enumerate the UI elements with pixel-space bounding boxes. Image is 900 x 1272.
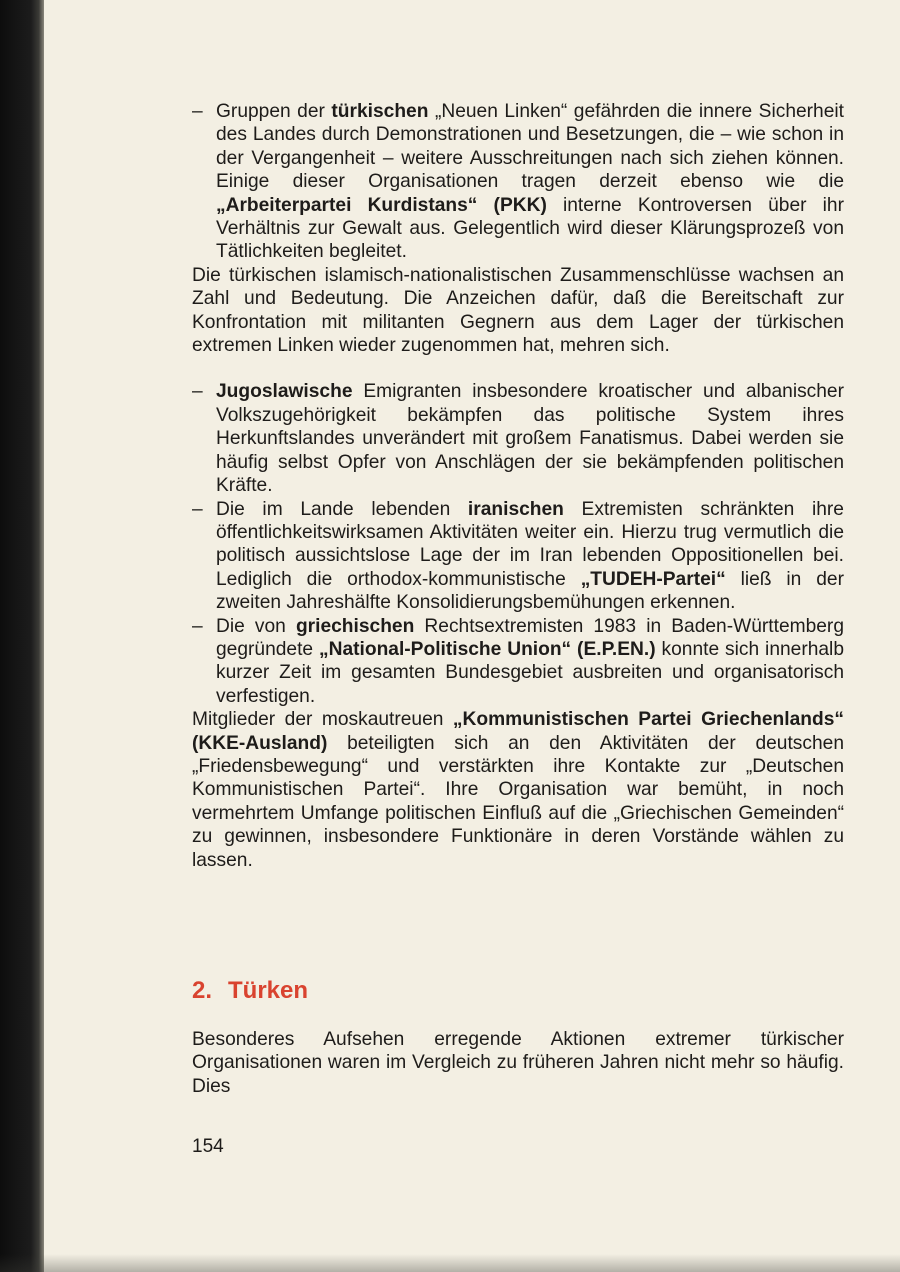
bullet-turkish-new-left: – Gruppen der türkischen „Neuen Linken“ gefährden die innere Sicherheit des Landes durch Demonstrationen und Besetzungen, die – wie schon in der Vergangenheit – weitere Ausschreitungen nach sich ziehen können. Einige dieser Organisationen tragen derzeit ebenso wie die „Arbeiterpartei Kurdistans“ (PKK) interne Kontroversen über ihr Verhältnis zur Gewalt aus. Gelegentlich wird dieser Klärungsprozeß von Tätlichkeiten begleitet. <box>192 101 844 263</box>
bullet-dash: – <box>192 101 203 122</box>
bullet-dash: – <box>192 381 203 403</box>
bullet-iranian: – Die im Lande lebenden iranischen Extremisten schränkten ihre öffentlichkeitswirksamen Aktivitäten weiter ein. Hierzu trug vermutlich die politisch aussichtslose Lage der im Iran lebenden Oppositionellen bei. Lediglich die orthodox-kommunistische „TUDEH-Partei“ ließ in der zweiten Jahreshälfte Konsolidierungsbemühungen erkennen. <box>192 498 844 614</box>
bullet-yugoslav: – Jugoslawische Emigranten insbesondere kroatischer und albanischer Volkszugehörigkeit bekämpfen das politische System ihres Herkunftslandes unverändert mit großem Fanatismus. Dabei werden sie häufig selbst Opfer von Anschlägen der sie bekämpfenden politischen Kräfte. <box>192 381 844 497</box>
bullet-dash: – <box>192 615 203 637</box>
page-number: 154 <box>192 1136 224 1157</box>
bullet-greek: – Die von griechischen Rechtsextremisten 1983 in Baden-Württemberg gegründete „National-Politische Union“ (E.P.EN.) konnte sich innerhalb kurzer Zeit im gesamten Bundesgebiet ausbreiten und organisatorisch verfestigen. <box>192 615 844 707</box>
page-bottom-edge <box>0 1254 900 1272</box>
section-heading <box>192 976 844 1006</box>
document-page <box>192 100 844 1098</box>
paragraph-turkish-actions: Besonderes Aufsehen erregende Aktionen extremer türkischer Organisationen waren im Vergleich zu früheren Jahren nicht mehr so häufig. Dies <box>192 1029 844 1097</box>
section-title: Türken <box>228 977 309 1004</box>
paragraph-kke: Mitglieder der moskautreuen „Kommunistischen Partei Griechenlands“ (KKE-Ausland) beteiligten sich an den Aktivitäten der deutschen „Friedensbewegung“ und verstärkten ihre Kontakte zur „Deutschen Kommunistischen Partei“. Ihre Organisation war bemüht, in noch vermehrtem Umfange politischen Einfluß auf die „Griechischen Gemeinden“ zu gewinnen, insbesondere Funktionäre in deren Vorstände wählen zu lassen. <box>192 709 844 871</box>
paragraph-islamic-nationalist: Die türkischen islamisch-nationalistischen Zusammenschlüsse wachsen an Zahl und Bedeutung. Die Anzeichen dafür, daß die Bereitschaft zur Konfrontation mit militanten Gegnern aus dem Lager der türkischen extremen Linken wieder zugenommen hat, mehren sich. <box>192 264 844 357</box>
bullet-dash: – <box>192 498 203 520</box>
section-number: 2. <box>192 977 213 1004</box>
book-binding-shadow <box>0 0 44 1272</box>
